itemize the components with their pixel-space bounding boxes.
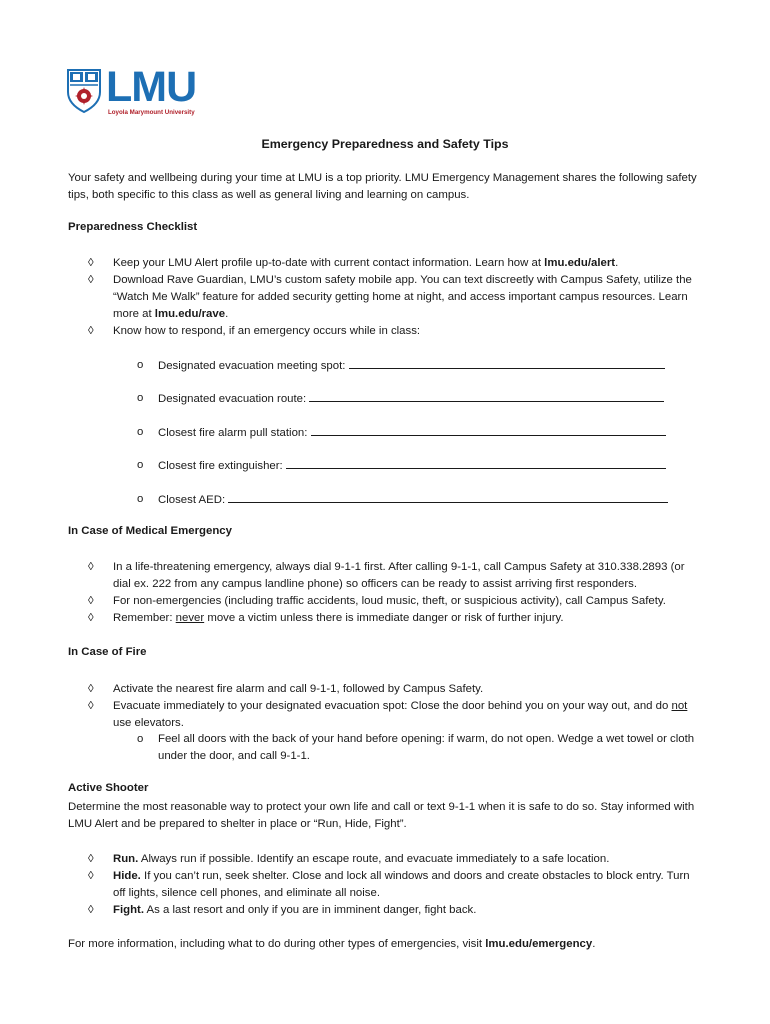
blank-line[interactable] [309,390,664,402]
diamond-bullet-icon: ◊ [88,853,94,865]
diamond-bullet-icon: ◊ [88,683,94,695]
rave-link[interactable]: lmu.edu/rave [154,308,226,320]
page-title: Emergency Preparedness and Safety Tips [261,137,509,151]
circle-bullet-icon: o [137,392,144,404]
shooter-intro: Determine the most reasonable way to protect your own life and call or text 9-1-1 when it is safe to do so. Stay informed with LMU Alert and be prepared to shelter in place or “Run, Hide, Fight”. [68,801,695,830]
diamond-bullet-icon: ◊ [88,612,94,624]
diamond-bullet-icon: ◊ [88,274,94,286]
document-page: LMU Loyola Marymount University Emergency Preparedness and Safety Tips Your safety and wellbeing during your time at LMU is a top priority. LMU Emergency Management shares the following safety tips, both specific to this class as well as general living and learning on campus. Preparedness Checklist ◊ Keep your LMU Alert profile up-to-date with current contact information. Learn how at lmu.edu/alert. ◊ Download Rave Guardian, LMU’s custom safety mobile app. You can text discreetly with Campus Safety, utilize the “Watch Me Walk” feature for added security getting home at night, and access important campus resources. Learn more at lmu.edu/rave. ◊ Know how to respond, if an emergency occurs while in class: o Designated evacuation meeting spot: o Designated evacuation route: o Closest fire alarm pull station: o Closest fire extinguisher: o Closest AED: In Case of Medical Emergency ◊ In a life-threatening emergency, always dial 9-1-1 first. After calling 9-1-1, call Campus Safety at 310.338.2893 (or dial ex. 222 from any campus landline phone) so officers can be ready to assist arriving first responders. ◊ For non-emergencies (including traffic accidents, loud music, theft, or suspicious activity), call Campus Safety. ◊ Remember: never move a victim unless there is immediate danger or risk of further injury. In Case of Fire ◊ Activate the nearest fire alarm and call 9-1-1, followed by Campus Safety. ◊ Evacuate immediately to your designated evacuation spot: Close the door behind you on your way out, and do not use elevators. o Feel all doors with the back of your hand before opening: if warm, do not open. Wedge a wet towel or cloth under the door, and call 9-1-1. Active Shooter Determine the most reasonable way to protect your own life and call or text 9-1-1 when it is safe to do so. Stay informed with LMU Alert and be prepared to shelter in place or “Run, Hide, Fight”. ◊ Run. Always run if possible. Identify an escape route, and evacuate immediately to a safe location. ◊ Hide. If you can’t run, seek shelter. Close and lock all windows and doors and create obstacles to block entry. Turn off lights, silence cell phones, and eliminate all noise. ◊ Fight. As a last resort and only if you are in imminent danger, fight back. For more information, including what to do during other types of emergencies, visit lmu.edu/emergency. [0,0,770,1024]
lmu-logo [66,63,216,120]
diamond-bullet-icon: ◊ [88,595,94,607]
field-label: Closest fire alarm pull station: [158,427,308,439]
blank-line[interactable] [228,491,668,503]
field-label: Designated evacuation meeting spot: [158,360,346,372]
alert-link[interactable]: lmu.edu/alert [544,257,616,269]
checklist-heading: Preparedness Checklist [68,221,198,233]
intro-paragraph: Your safety and wellbeing during your time at LMU is a top priority. LMU Emergency Management shares the following safety tips, both specific to this class as well as general living and learning on campus. [68,172,697,201]
diamond-bullet-icon: ◊ [88,904,94,916]
circle-bullet-icon: o [137,733,144,745]
field-label: Closest AED: [158,494,226,506]
diamond-bullet-icon: ◊ [88,561,94,573]
logo-subtitle: Loyola Marymount University [108,109,195,116]
circle-bullet-icon: o [137,426,144,438]
diamond-bullet-icon: ◊ [88,325,94,337]
shooter-heading: Active Shooter [68,782,149,794]
emergency-link[interactable]: lmu.edu/emergency [485,938,593,950]
blank-line[interactable] [349,357,665,369]
diamond-bullet-icon: ◊ [88,257,94,269]
field-label: Closest fire extinguisher: [158,460,283,472]
circle-bullet-icon: o [137,459,144,471]
fire-heading: In Case of Fire [68,646,147,658]
circle-bullet-icon: o [137,359,144,371]
medical-heading: In Case of Medical Emergency [68,525,232,537]
lmu-crest-icon [66,68,102,114]
circle-bullet-icon: o [137,493,144,505]
blank-line[interactable] [311,424,666,436]
blank-line[interactable] [286,457,666,469]
diamond-bullet-icon: ◊ [88,870,94,882]
footer-paragraph: For more information, including what to do during other types of emergencies, visit lmu.edu/emergency. [68,938,596,950]
field-label: Designated evacuation route: [158,393,307,405]
logo-wordmark: LMU [106,63,197,111]
diamond-bullet-icon: ◊ [88,700,94,712]
